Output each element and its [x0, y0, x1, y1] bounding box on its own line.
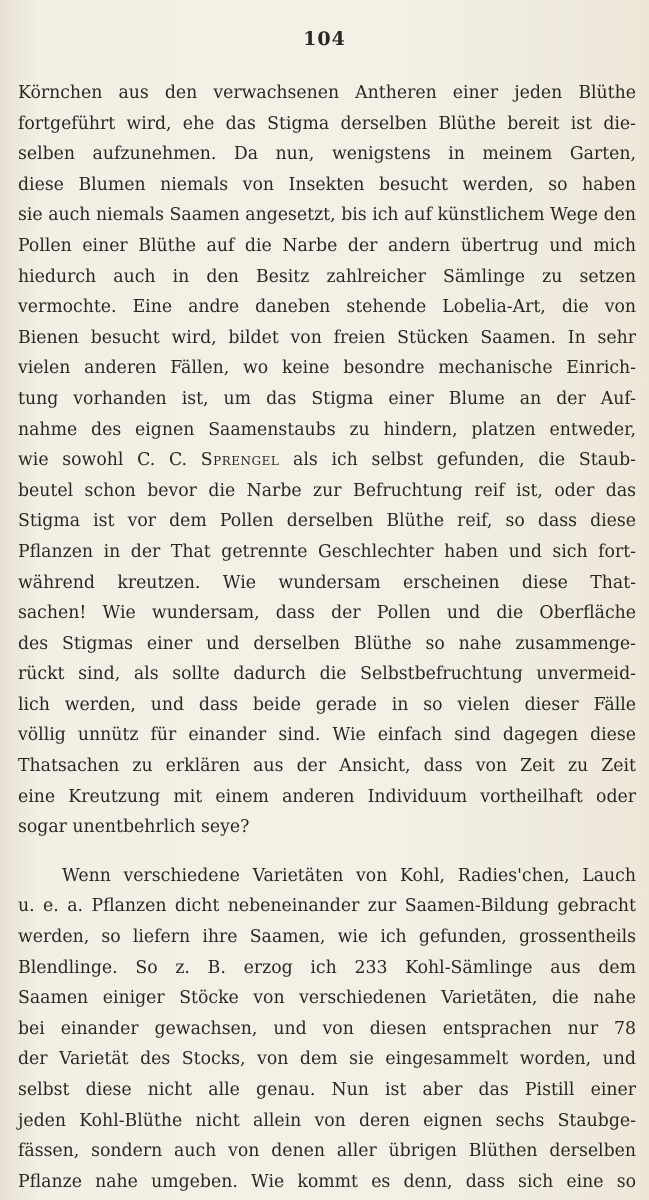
text-line: Pollen einer Blüthe auf die Narbe der andern übertrug und mich	[18, 235, 636, 256]
text-line: bei einander gewachsen, und von diesen entsprachen nur 78	[18, 1018, 636, 1039]
text-line: Blendlinge. So z. B. erzog ich 233 Kohl-Sämlinge aus dem	[18, 957, 636, 978]
text-line: vermochte. Eine andre daneben stehende Lobelia-Art, die von	[18, 297, 636, 318]
text-line-sprengel	[18, 445, 636, 476]
text-line: selben aufzunehmen. Da nun, wenigstens in meinem Garten,	[18, 144, 636, 165]
text-line: Saamen einiger Stöcke von verschiedenen Varietäten, die nahe	[18, 988, 636, 1009]
text-line: sie auch niemals Saamen angesetzt, bis ich auf künstlichem Wege den	[18, 205, 636, 226]
text-line: nahme des eignen Saamenstaubs zu hindern, platzen entweder,	[18, 419, 636, 440]
text-line: werden, so liefern ihre Saamen, wie ich gefunden, grossentheils	[18, 927, 636, 948]
text-line: Thatsachen zu erklären aus der Ansicht, dass von Zeit zu Zeit	[18, 756, 636, 777]
text-line: Wenn verschiedene Varietäten von Kohl, Radies'chen, Lauch	[62, 865, 636, 886]
text-line: Bienen besucht wird, bildet von freien Stücken Saamen. In sehr	[18, 327, 636, 348]
author-name-sprengel: Sprengel	[200, 450, 280, 471]
text-line: fortgeführt wird, ehe das Stigma derselben Blüthe bereit ist die-	[18, 113, 636, 134]
text-line: der Varietät des Stocks, von dem sie eingesammelt worden, und	[18, 1049, 636, 1070]
body-text	[18, 78, 636, 1197]
text-line: u. e. a. Pflanzen dicht nebeneinander zur Saamen-Bildung gebracht	[18, 896, 636, 917]
text-line: beutel schon bevor die Narbe zur Befruchtung reif ist, oder das	[18, 480, 636, 501]
text-line: des Stigmas einer und derselben Blüthe so nahe zusammenge-	[18, 633, 636, 654]
text-line: sogar unentbehrlich seye?	[18, 817, 250, 838]
text-line: sachen! Wie wundersam, dass der Pollen und die Oberfläche	[18, 603, 636, 624]
text-line: Pflanze nahe umgeben. Wie kommt es denn, dass sich eine so	[18, 1171, 636, 1192]
paragraph-gap	[18, 843, 636, 861]
text-line: selbst diese nicht alle genau. Nun ist aber das Pistill einer	[18, 1080, 636, 1100]
text-line: Stigma ist vor dem Pollen derselben Blüthe reif, so dass diese	[18, 511, 636, 532]
text-line: vielen anderen Fällen, wo keine besondre mechanische Einrich-	[18, 358, 636, 379]
text-line: völlig unnütz für einander sind. Wie einfach sind dagegen diese	[18, 725, 636, 746]
text-line: hiedurch auch in den Besitz zahlreicher Sämlinge zu setzen	[18, 266, 636, 287]
paragraph-2	[18, 861, 636, 1198]
text-fragment: wie sowohl C. C.	[18, 450, 201, 471]
text-line: Körnchen aus den verwachsenen Antheren einer jeden Blüthe	[18, 83, 636, 103]
text-line: Pflanzen in der That getrennte Geschlechter haben und sich fort-	[18, 541, 636, 562]
paragraph-1	[18, 78, 636, 843]
text-fragment: als ich selbst gefunden, die Staub-	[279, 450, 636, 471]
text-line: lich werden, und dass beide gerade in so vielen dieser Fälle	[18, 694, 636, 715]
text-line: eine Kreutzung mit einem anderen Individuum vortheilhaft oder	[18, 786, 636, 807]
text-line: fässen, sondern auch von denen aller übrigen Blüthen derselben	[18, 1141, 636, 1162]
text-line: rückt sind, als sollte dadurch die Selbstbefruchtung unvermeid-	[18, 664, 636, 685]
text-line: während kreutzen. Wie wundersam erscheinen diese That-	[18, 572, 636, 593]
text-line: tung vorhanden ist, um das Stigma einer Blume an der Auf-	[18, 388, 636, 409]
text-line: jeden Kohl-Blüthe nicht allein von deren eignen sechs Staubge-	[18, 1110, 636, 1131]
page-number: 104	[303, 28, 346, 50]
text-line: diese Blumen niemals von Insekten besucht werden, so haben	[18, 174, 636, 195]
